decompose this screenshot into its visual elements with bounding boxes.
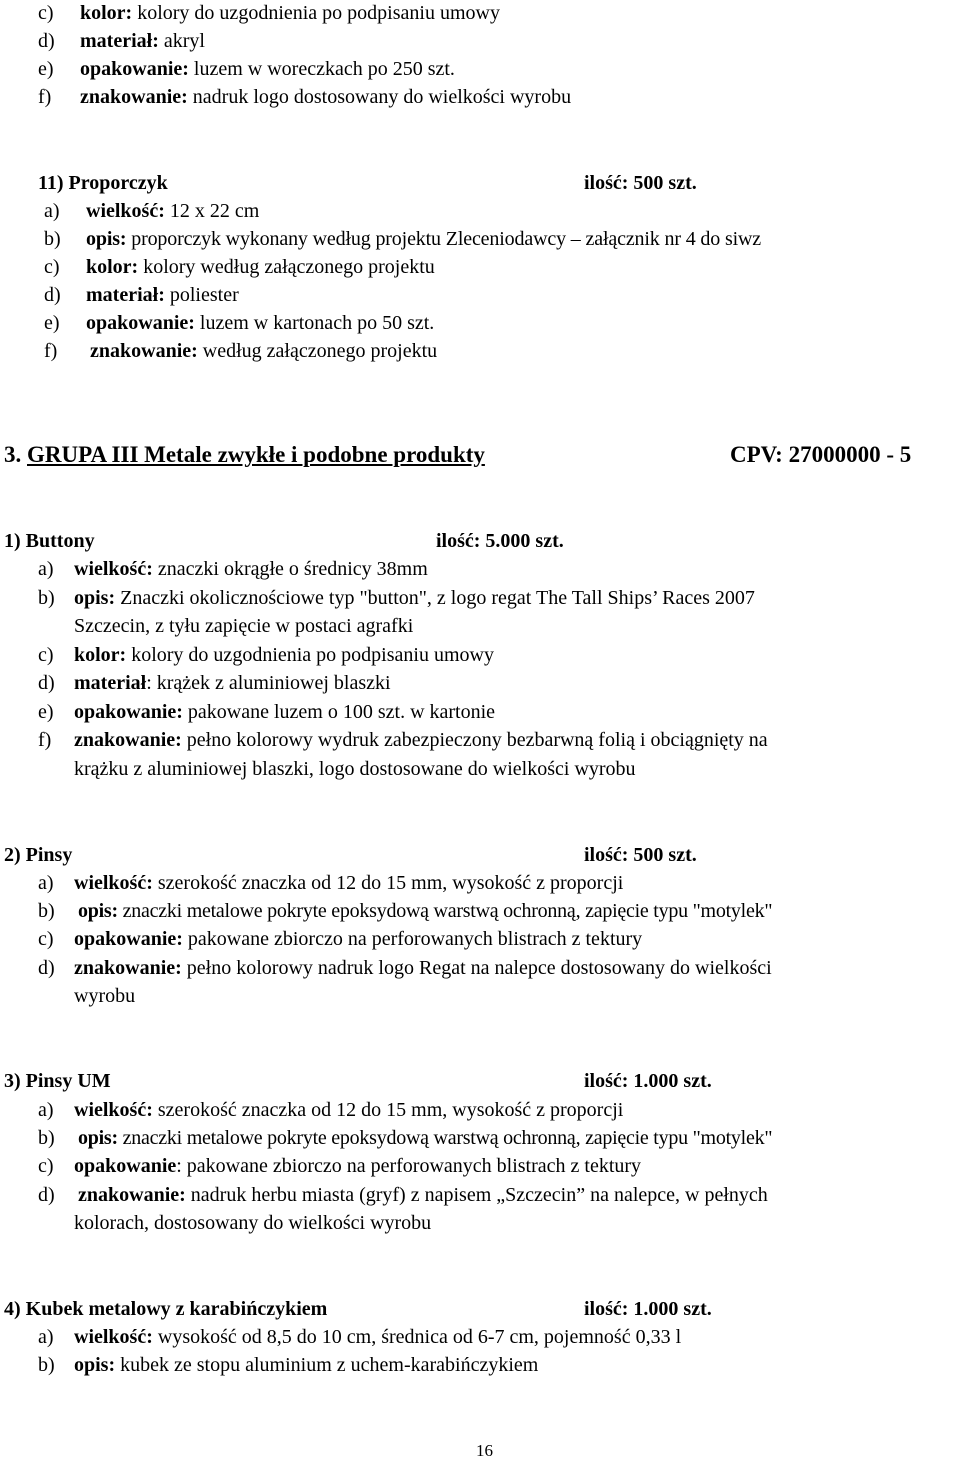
section-heading (4, 440, 485, 470)
field-label: opis: (78, 1127, 118, 1149)
list-item (86, 254, 435, 280)
list-item (74, 870, 623, 896)
list-item (78, 1125, 772, 1151)
field-label: znakowanie: (80, 86, 188, 108)
list-marker: b) (38, 1354, 55, 1376)
list-item (74, 670, 391, 696)
field-text: szerokość znaczka od 12 do 15 mm, wysokość z proporcji (152, 1099, 624, 1121)
field-text: nadruk logo dostosowany do wielkości wyrobu (187, 86, 572, 108)
list-item (74, 1097, 623, 1123)
list-item-continuation: wyrobu (74, 985, 136, 1007)
list-marker: a) (38, 558, 54, 580)
list-marker: e) (44, 312, 60, 334)
field-text: : krążek z aluminiowej blaszki (146, 672, 391, 694)
list-item (80, 28, 205, 54)
list-marker: d) (38, 1184, 55, 1206)
field-text: znaczki metalowe pokryte epoksydową warstwą ochronną, zapięcie typu "motylek" (117, 1127, 773, 1149)
list-marker: a) (44, 200, 60, 222)
field-label: opakowanie: (74, 928, 183, 950)
field-text: pełno kolorowy wydruk zabezpieczony bezbarwną folią i obciągnięty na (181, 729, 768, 751)
field-text: nadruk herbu miasta (gryf) z napisem „Szczecin” na nalepce, w pełnych (185, 1184, 768, 1206)
list-marker: d) (38, 672, 55, 694)
field-text: według załączonego projektu (197, 340, 438, 362)
field-text: znaczki metalowe pokryte epoksydową warstwą ochronną, zapięcie typu "motylek" (117, 900, 773, 922)
list-marker: f) (44, 340, 58, 362)
field-label: opakowanie: (74, 701, 183, 723)
list-item (74, 727, 768, 753)
field-text: znaczki okrągłe o średnicy 38mm (152, 558, 428, 580)
list-item (86, 198, 259, 224)
list-item-continuation: Szczecin, z tyłu zapięcie w postaci agrafki (74, 615, 414, 637)
list-item (74, 955, 772, 981)
list-marker: e) (38, 58, 54, 80)
item-quantity: ilość: 500 szt. (584, 844, 697, 866)
list-item (86, 226, 761, 252)
list-item (78, 898, 772, 924)
field-label: opakowanie (74, 1155, 177, 1177)
field-label: opis: (86, 228, 127, 250)
field-label: opis: (74, 587, 116, 609)
list-item-continuation: krążku z aluminiowej blaszki, logo dostosowane do wielkości wyrobu (74, 758, 636, 780)
list-item (86, 310, 434, 336)
item-quantity: ilość: 1.000 szt. (584, 1070, 712, 1092)
list-item (74, 556, 428, 582)
list-item (74, 585, 755, 611)
section-title: GRUPA III Metale zwykłe i podobne produkty (27, 442, 485, 467)
field-label: znakowanie: (74, 957, 182, 979)
item-quantity: ilość: 5.000 szt. (436, 530, 564, 552)
field-text: akryl (158, 30, 205, 52)
page-number: 16 (476, 1441, 493, 1460)
list-item (74, 699, 495, 725)
list-item (86, 282, 239, 308)
list-marker: b) (38, 900, 55, 922)
field-text: 12 x 22 cm (164, 200, 260, 222)
list-marker: c) (38, 644, 54, 666)
field-label: materiał (74, 672, 147, 694)
field-label: znakowanie: (90, 340, 198, 362)
field-text: pełno kolorowy nadruk logo Regat na nalepce dostosowany do wielkości (181, 957, 772, 979)
list-item (78, 1182, 768, 1208)
list-marker: c) (38, 1155, 54, 1177)
field-label: kolor: (80, 2, 133, 24)
item-title: 1) Buttony (4, 530, 95, 552)
list-item (74, 1324, 681, 1350)
field-label: kolor: (86, 256, 139, 278)
list-marker: e) (38, 701, 54, 723)
list-item (80, 84, 571, 110)
list-marker: f) (38, 86, 52, 108)
field-label: wielkość: (74, 1326, 153, 1348)
section-number: 3. (4, 442, 22, 467)
list-item (74, 1352, 538, 1378)
field-text: kubek ze stopu aluminium z uchem-karabińczykiem (115, 1354, 539, 1376)
list-item (90, 338, 437, 364)
field-text: pakowane luzem o 100 szt. w kartonie (182, 701, 496, 723)
list-marker: c) (38, 2, 54, 24)
field-label: wielkość: (74, 1099, 153, 1121)
list-marker: c) (44, 256, 60, 278)
list-marker: a) (38, 1326, 54, 1348)
field-label: materiał: (80, 30, 159, 52)
list-item-continuation: kolorach, dostosowany do wielkości wyrobu (74, 1212, 432, 1234)
list-marker: d) (38, 30, 55, 52)
list-marker: d) (44, 284, 61, 306)
list-item (80, 0, 500, 26)
field-label: wielkość: (74, 872, 153, 894)
list-item (74, 926, 642, 952)
field-text: wysokość od 8,5 do 10 cm, średnica od 6-7 cm, pojemność 0,33 l (152, 1326, 682, 1348)
list-marker: d) (38, 957, 55, 979)
field-label: znakowanie: (78, 1184, 186, 1206)
field-text: luzem w woreczkach po 250 szt. (188, 58, 455, 80)
cpv-code: CPV: 27000000 - 5 (730, 442, 912, 467)
list-marker: a) (38, 872, 54, 894)
field-text: kolory do uzgodnienia po podpisaniu umowy (132, 2, 500, 24)
item-title: 4) Kubek metalowy z karabińczykiem (4, 1298, 328, 1320)
field-text: kolory według załączonego projektu (138, 256, 435, 278)
field-text: : pakowane zbiorczo na perforowanych blistrach z tektury (176, 1155, 642, 1177)
field-label: opakowanie: (86, 312, 195, 334)
field-text: luzem w kartonach po 50 szt. (194, 312, 435, 334)
list-marker: b) (38, 1127, 55, 1149)
list-marker: f) (38, 729, 52, 751)
list-item (74, 642, 494, 668)
field-label: opis: (74, 1354, 116, 1376)
field-label: opis: (78, 900, 118, 922)
field-text: Znaczki okolicznościowe typ "button", z logo regat The Tall Ships’ Races 2007 (115, 587, 755, 609)
field-text: pakowane zbiorczo na perforowanych blistrach z tektury (182, 928, 643, 950)
item-title: 3) Pinsy UM (4, 1070, 111, 1092)
item-title: 2) Pinsy (4, 844, 73, 866)
field-label: opakowanie: (80, 58, 189, 80)
field-text: kolory do uzgodnienia po podpisaniu umowy (126, 644, 494, 666)
field-label: materiał: (86, 284, 165, 306)
item-quantity: ilość: 500 szt. (584, 172, 697, 194)
field-label: kolor: (74, 644, 127, 666)
field-text: proporczyk wykonany według projektu Zleceniodawcy – załącznik nr 4 do siwz (126, 228, 762, 250)
field-text: poliester (164, 284, 239, 306)
list-marker: c) (38, 928, 54, 950)
list-marker: b) (38, 587, 55, 609)
item-title: 11) Proporczyk (38, 172, 168, 194)
field-text: szerokość znaczka od 12 do 15 mm, wysokość z proporcji (152, 872, 624, 894)
field-label: znakowanie: (74, 729, 182, 751)
item-quantity: ilość: 1.000 szt. (584, 1298, 712, 1320)
field-label: wielkość: (74, 558, 153, 580)
list-marker: a) (38, 1099, 54, 1121)
list-item (80, 56, 455, 82)
field-label: wielkość: (86, 200, 165, 222)
list-item (74, 1153, 641, 1179)
list-marker: b) (44, 228, 61, 250)
